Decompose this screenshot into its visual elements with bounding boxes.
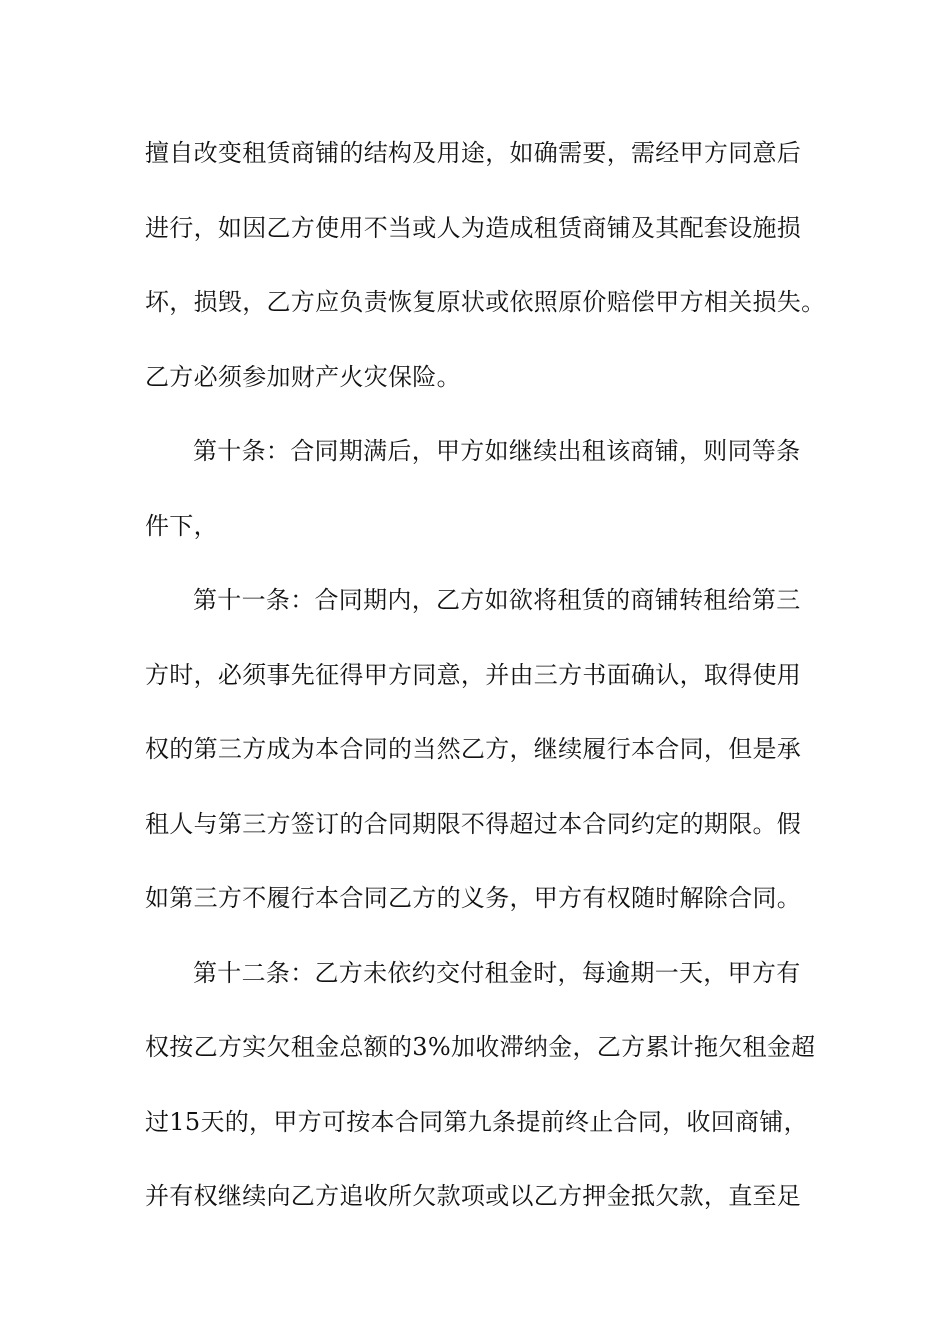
text-line-4: 乙方必须参加财产火灾保险。 — [145, 362, 461, 391]
text-line-2: 进行，如因乙方使用不当或人为造成租赁商铺及其配套设施损 — [145, 213, 802, 242]
text-line-3: 坏，损毁，乙方应负责恢复原状或依照原价赔偿甲方相关损失。 — [145, 288, 826, 316]
article-11-line-2: 方时，必须事先征得甲方同意，并由三方书面确认，取得使用 — [145, 660, 802, 689]
contract-text — [145, 128, 825, 1246]
article-11-line-5: 如第三方不履行本合同乙方的义务，甲方有权随时解除合同。 — [145, 884, 802, 912]
article-12-line-2: 权按乙方实欠租金总额的3%加收滞纳金，乙方累计拖欠租金超 — [145, 1033, 816, 1061]
article-12-line-1: 第十二条：乙方未依约交付租金时，每逾期一天，甲方有 — [193, 958, 801, 987]
text-line-1: 擅自改变租赁商铺的结构及用途，如确需要，需经甲方同意后 — [145, 139, 802, 167]
article-11-line-1: 第十一条：合同期内，乙方如欲将租赁的商铺转租给第三 — [193, 586, 801, 614]
article-11-line-3: 权的第三方成为本合同的当然乙方，继续履行本合同，但是承 — [145, 735, 802, 763]
article-11-line-4: 租人与第三方签订的合同期限不得超过本合同约定的期限。假 — [145, 809, 802, 838]
article-10-line-1: 第十条：合同期满后，甲方如继续出租该商铺，则同等条 — [193, 437, 801, 465]
article-12-line-4: 并有权继续向乙方追收所欠款项或以乙方押金抵欠款，直至足 — [145, 1182, 802, 1210]
article-10-line-2: 件下， — [145, 511, 218, 540]
article-12-line-3: 过15天的，甲方可按本合同第九条提前终止合同，收回商铺， — [145, 1107, 808, 1136]
